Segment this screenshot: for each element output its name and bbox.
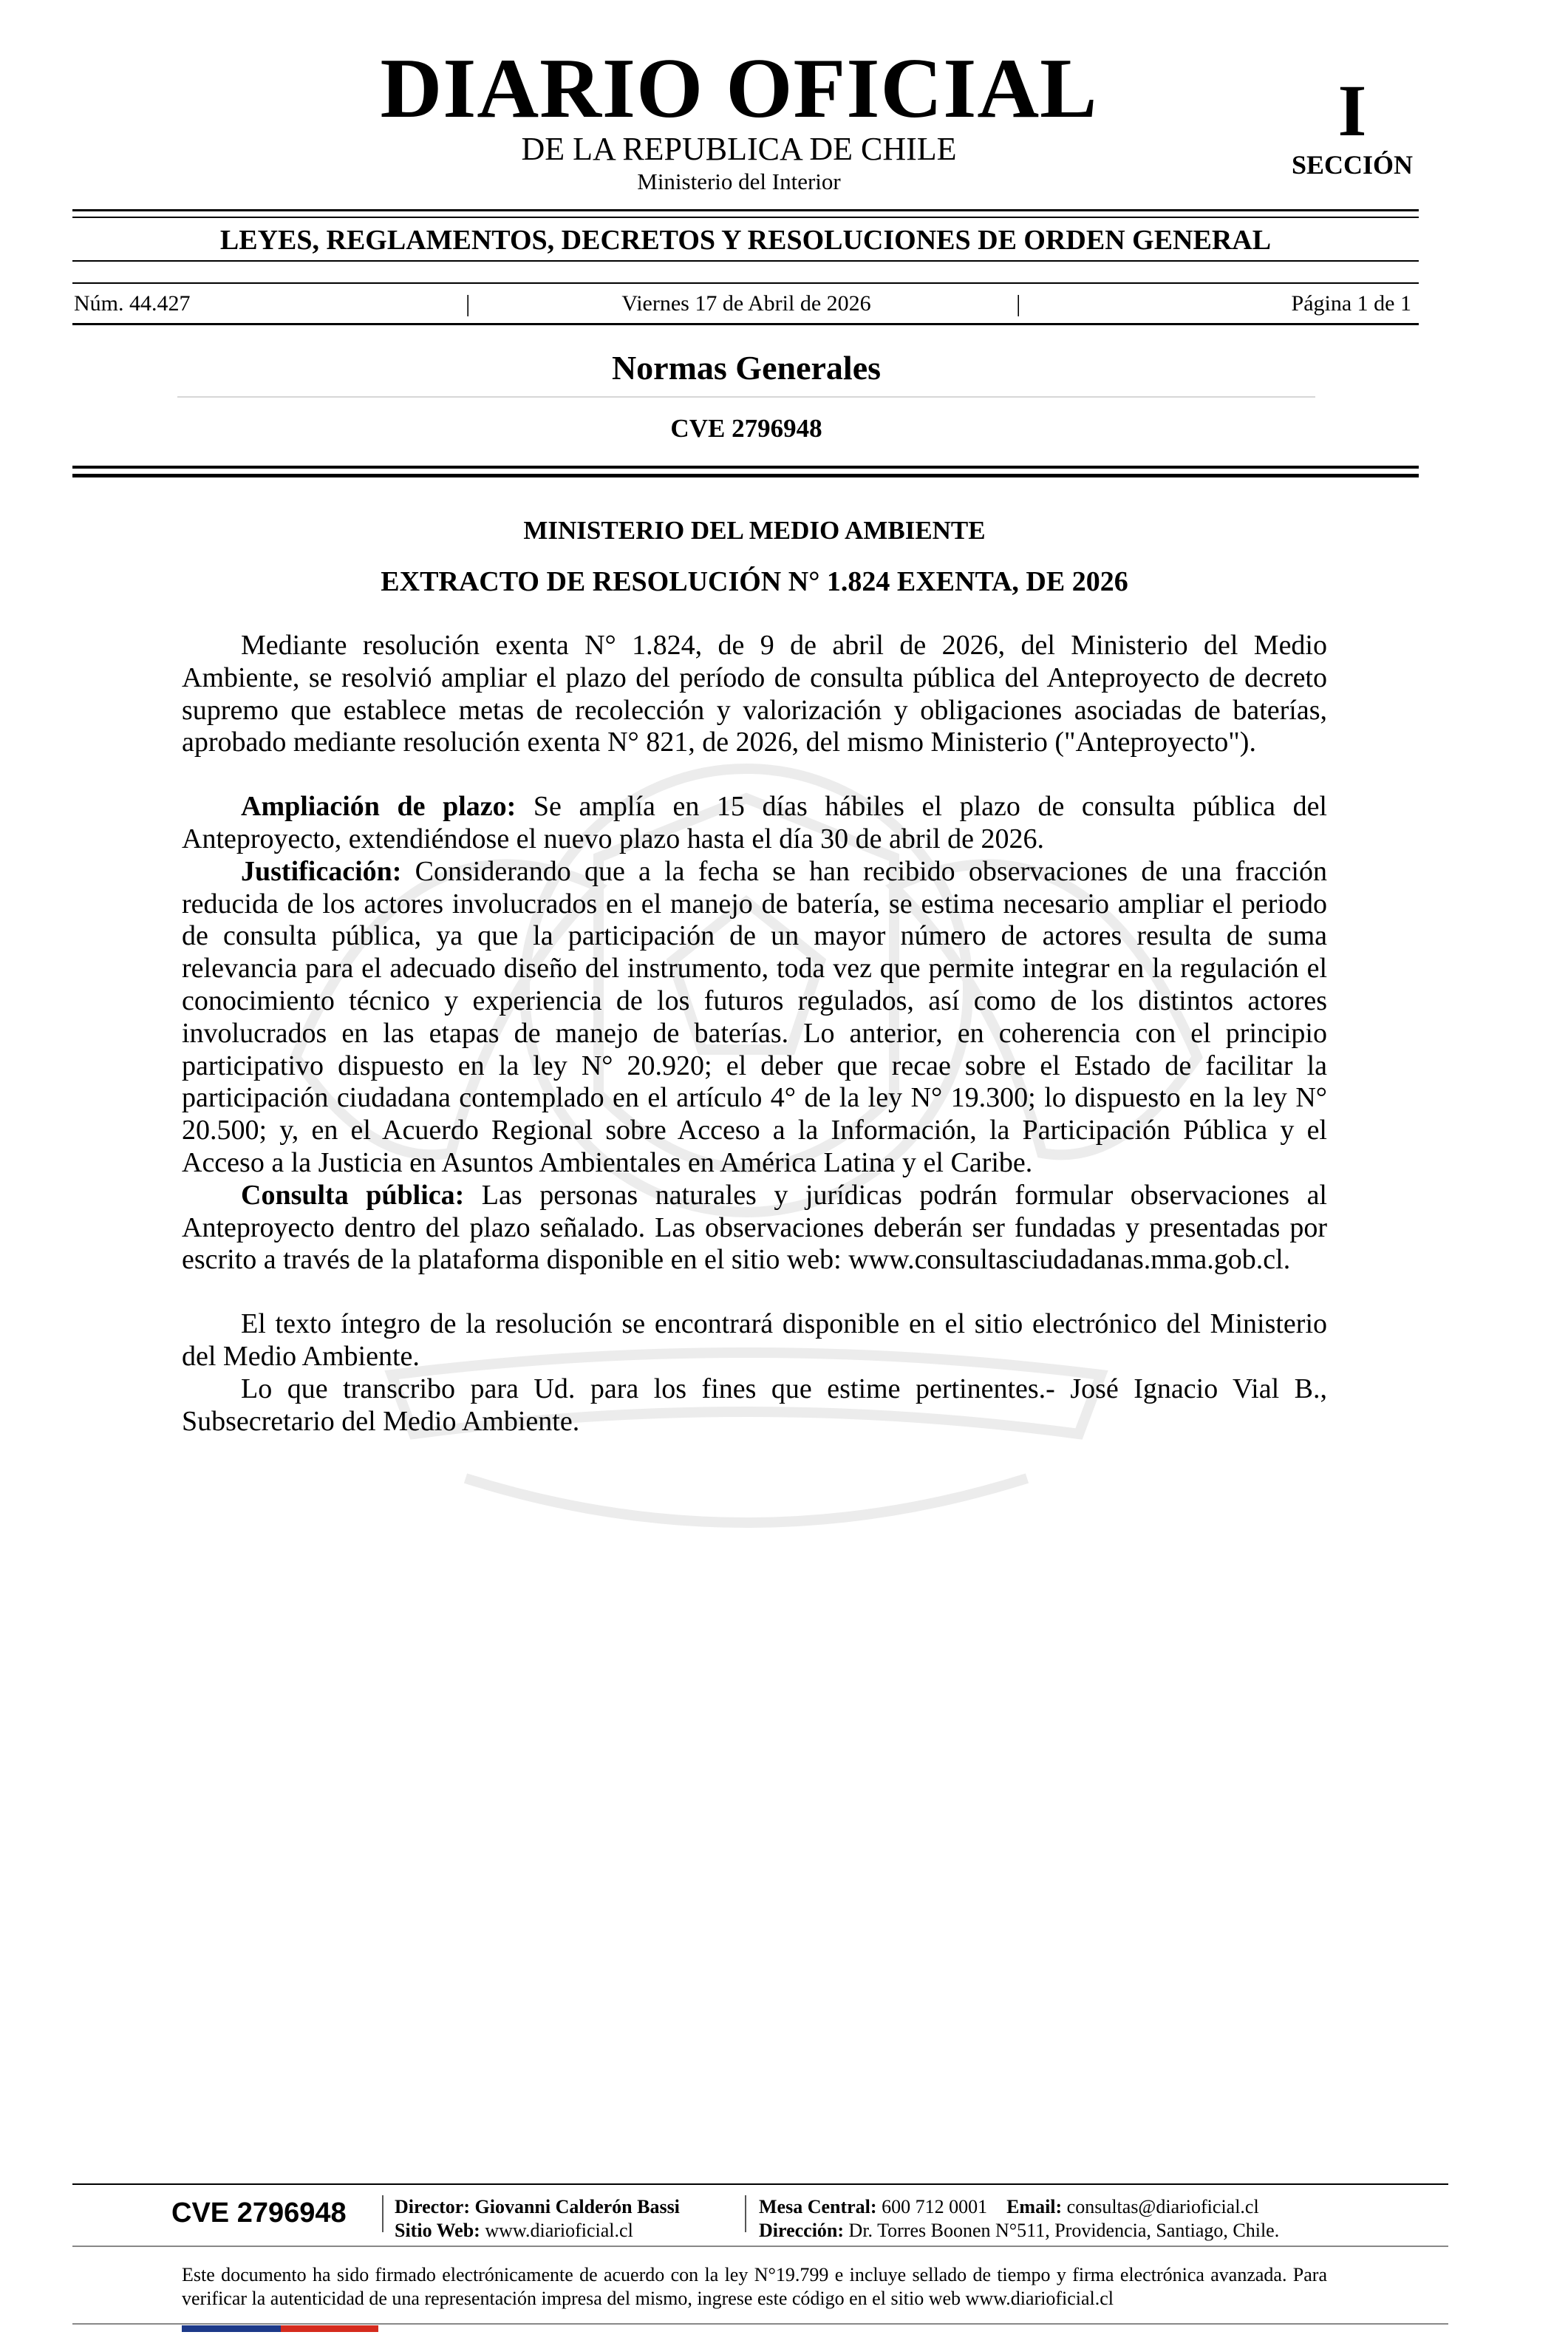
footer-director: Giovanni Calderón Bassi: [470, 2196, 680, 2217]
section-divider: [177, 396, 1315, 398]
header-rule: [72, 474, 1419, 477]
header-rule: [72, 217, 1419, 218]
footer-legal-notice: Este documento ha sido firmado electrónicamente de acuerdo con la ley N°19.799 e incluye sellado de tiempo y firma electrónica avanzada. Para verificar la autenticidad de una representación impresa del mismo, ingrese este código en el sitio web www.diarioficial.cl: [182, 2264, 1327, 2309]
masthead-subtitle: DE LA REPUBLICA DE CHILE: [521, 131, 957, 167]
footer-divider: [745, 2195, 746, 2232]
paragraph-intro: Mediante resolución exenta N° 1.824, de 9 de abril de 2026, del Ministerio del Medio Ambiente, se resolvió ampliar el plazo del período de consulta pública del Anteproyecto de decreto supremo que establece metas de recolección y valorización y obligaciones asociadas de baterías, aprobado mediante resolución exenta N° 821, de 2026, del mismo Ministerio ("Anteproyecto").: [182, 630, 1327, 758]
paragraph-text: Se amplía en 15 días hábiles el plazo de consulta pública del Anteproyecto, extendiéndose el nuevo plazo hasta el día 30 de abril de 2026.: [182, 791, 1327, 854]
page-indicator: Página 1 de 1: [1291, 291, 1411, 316]
issue-number: Núm. 44.427: [74, 291, 191, 316]
footer-label: Sitio Web:: [395, 2220, 480, 2241]
footer-rule: [72, 2246, 1448, 2247]
cve-code: CVE 2796948: [670, 414, 822, 443]
footer-director-block: [395, 2195, 680, 2243]
header-rule: [72, 282, 1419, 284]
paragraph-text: Las personas naturales y jurídicas podrán formular observaciones al Anteproyecto dentro del plazo señalado. Las observaciones deberán ser fundadas y presentadas por escrito a través de la plataforma disponible en el sitio web: www.consultasciudadanas.mma.gob.cl.: [182, 1179, 1327, 1276]
footer-label: Email:: [1006, 2196, 1063, 2217]
separator: |: [466, 290, 471, 316]
header-rule: [72, 209, 1419, 211]
footer-phone: 600 712 0001: [876, 2196, 988, 2217]
paragraph-text: Considerando que a la fecha se han recibido observaciones de una fracción reducida de los actores involucrados en el manejo de batería, se estima necesario ampliar el periodo de consulta pública, ya que la participación de un mayor número de actores resulta de suma relevancia para el adecuado diseño del instrumento, toda vez que permite integrar en la regulación el conocimiento técnico y experiencia de los futuros regulados, así como de los distintos actores involucrados en las etapas de manejo de baterías. Lo anterior, en coherencia con el principio participativo dispuesto en la ley N° 20.920; el deber que recae sobre el Estado de facilitar la participación ciudadana contemplado en el artículo 4° de la ley N° 19.300; lo dispuesto en la ley N° 20.500; y, en el Acuerdo Regional sobre Acceso a la Información, la Participación Pública y el Acceso a la Justicia en Asuntos Ambientales en América Latina y el Caribe.: [182, 855, 1327, 1178]
section-number: I: [1337, 69, 1367, 152]
paragraph-consulta: [182, 1180, 1327, 1277]
footer-cve-code: CVE 2796948: [171, 2197, 347, 2229]
masthead-title: DIARIO OFICIAL: [380, 41, 1098, 136]
issue-date: Viernes 17 de Abril de 2026: [621, 291, 871, 316]
header-rule: [72, 466, 1419, 469]
paragraph-texto-integro: El texto íntegro de la resolución se encontrará disponible en el sitio electrónico del Ministerio del Medio Ambiente.: [182, 1308, 1327, 1372]
footer-rule: [72, 2183, 1448, 2185]
header-rule: [72, 323, 1419, 325]
header-rule: [72, 260, 1419, 262]
flag-stripe-blue: [182, 2325, 281, 2332]
paragraph-justificacion: [182, 856, 1327, 1180]
separator: |: [1016, 290, 1021, 316]
paragraph-label: Justificación:: [241, 855, 402, 887]
paragraph-label: Ampliación de plazo:: [241, 791, 517, 823]
footer-rule: [72, 2323, 1448, 2325]
document-title: EXTRACTO DE RESOLUCIÓN N° 1.824 EXENTA, DE 2026: [381, 566, 1128, 597]
flag-stripe-red: [281, 2325, 378, 2332]
paragraph-ampliacion: [182, 791, 1327, 856]
footer-site-link[interactable]: www.diarioficial.cl: [480, 2220, 633, 2241]
footer-contact-block: [759, 2195, 1279, 2243]
footer-divider: [382, 2195, 384, 2232]
section-label: SECCIÓN: [1291, 150, 1414, 180]
paragraph-label: Consulta pública:: [241, 1179, 465, 1211]
document-ministry: MINISTERIO DEL MEDIO AMBIENTE: [523, 516, 986, 545]
footer-label: Dirección:: [759, 2220, 845, 2241]
masthead-ministry: Ministerio del Interior: [637, 169, 841, 194]
section-title: Normas Generales: [611, 349, 882, 387]
category-heading: LEYES, REGLAMENTOS, DECRETOS Y RESOLUCIONES DE ORDEN GENERAL: [219, 225, 1272, 256]
document-body: [182, 630, 1327, 1438]
footer-email-link[interactable]: consultas@diarioficial.cl: [1062, 2196, 1259, 2217]
paragraph-closing: Lo que transcribo para Ud. para los fines que estime pertinentes.- José Ignacio Vial B., Subsecretario del Medio Ambiente.: [182, 1373, 1327, 1437]
footer-label: Mesa Central:: [759, 2196, 877, 2217]
footer-label: Director:: [395, 2196, 471, 2217]
footer-address: Dr. Torres Boonen N°511, Providencia, Santiago, Chile.: [844, 2220, 1280, 2241]
